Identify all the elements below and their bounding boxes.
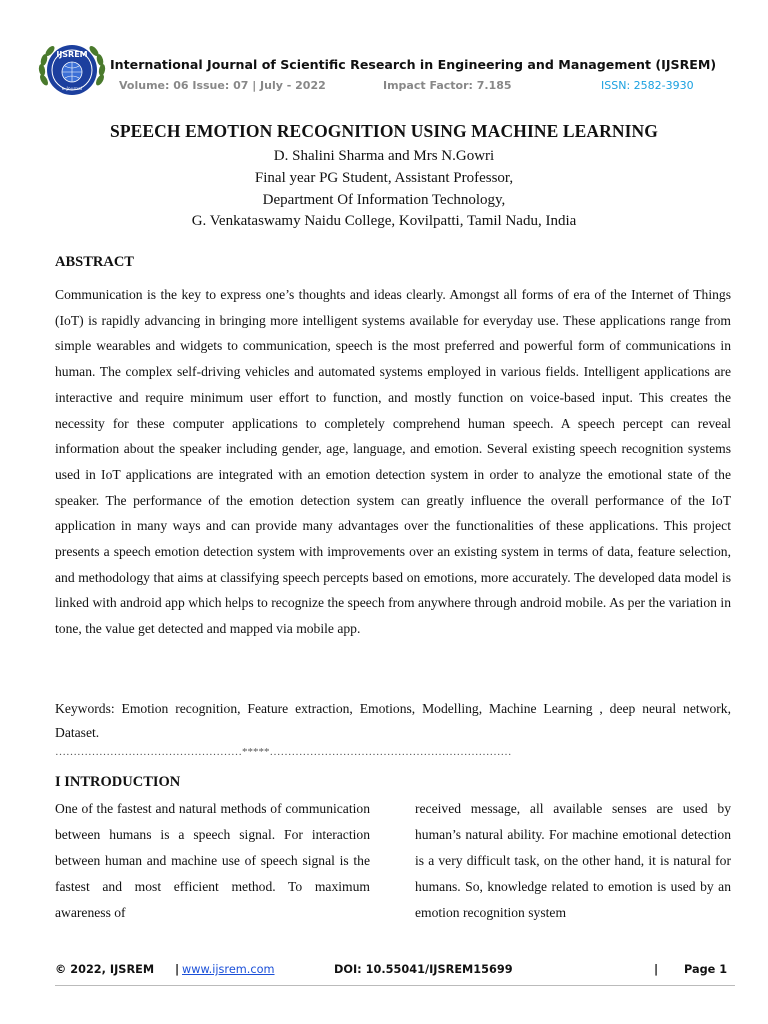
copyright: © 2022, IJSREM xyxy=(55,963,155,976)
introduction-left-column: One of the fastest and natural methods of communication between humans is a speech signal. For interaction between human and machine use of speech signal is the fastest and most efficient method. To maximum awareness of xyxy=(55,801,370,920)
authors: D. Shalini Sharma and Mrs N.Gowri xyxy=(273,148,495,164)
page-number: Page 1 xyxy=(684,963,728,976)
introduction-right-column: received message, all available senses are used by human’s natural ability. For machine emotional detection is a very difficult task, on the other hand, it is natural for humans. So, knowledge related to emotion is used by an emotion recognition system xyxy=(415,801,731,920)
doi: DOI: 10.55041/IJSREM15699 xyxy=(334,963,513,976)
issn: ISSN: 2582-3930 xyxy=(601,79,694,92)
institution: G. Venkataswamy Naidu College, Kovilpatti, Tamil Nadu, India xyxy=(191,213,577,229)
website-link[interactable]: www.ijsrem.com xyxy=(182,963,275,976)
page-footer xyxy=(55,963,735,983)
footer-divider xyxy=(55,985,735,986)
ijsrem-logo xyxy=(36,40,108,100)
footer-separator: | xyxy=(175,963,180,976)
impact-factor: Impact Factor: 7.185 xyxy=(383,79,512,92)
section-separator: ……………………………………………*****………………………………………………………… xyxy=(55,746,512,758)
footer-separator-right: | xyxy=(654,963,659,976)
abstract-text: Communication is the key to express one’s thoughts and ideas clearly. Amongst all forms of era of the Internet of Things (IoT) is rapidly advancing in bringing more intelligent systems available for everyday use. These applications range from simple wearables and widgets to communication, speech is the most preferred and powerful form of communications in human. The complex self-driving vehicles and automated systems employed in various fields. Intelligent applications are interactive and require minimum user effort to function, and mostly function on voice-based input. This creates the necessity for these computer applications to completely comprehend human speech. A speech percept can reveal information about the speaker including gender, age, language, and emotion. Several existing speech recognition systems used in IoT applications are integrated with an emotion detection system in order to analyze the emotional state of the speaker. The performance of the emotion detection system can greatly influence the overall performance of the IoT application in many ways and can provide many advantages over the functionalities of these applications. This project presents a speech emotion detection system with improvements over an existing system in terms of data, feature selection, and methodology that aims at classifying speech percepts based on emotions, more accurately. The developed data model is linked with android app which helps to recognize the speech from anywhere through android mobile. As per the variation in tone, the value get detected and mapped via mobile app. xyxy=(55,287,731,637)
introduction-heading: I INTRODUCTION xyxy=(55,774,181,790)
logo-subtext: e-Journal xyxy=(61,87,83,92)
journal-header xyxy=(36,40,736,100)
logo-text: IJSREM xyxy=(56,50,88,59)
abstract-heading: ABSTRACT xyxy=(55,254,134,270)
department: Department Of Information Technology, xyxy=(262,192,506,208)
volume-info: Volume: 06 Issue: 07 | July - 2022 xyxy=(119,79,326,92)
paper-title: SPEECH EMOTION RECOGNITION USING MACHINE LEARNING xyxy=(110,121,658,141)
author-roles: Final year PG Student, Assistant Professor, xyxy=(254,170,514,186)
journal-title: International Journal of Scientific Research in Engineering and Management (IJSREM) xyxy=(110,57,717,72)
keywords: Keywords: Emotion recognition, Feature extraction, Emotions, Modelling, Machine Learning , deep neural network, Dataset. xyxy=(55,701,731,740)
